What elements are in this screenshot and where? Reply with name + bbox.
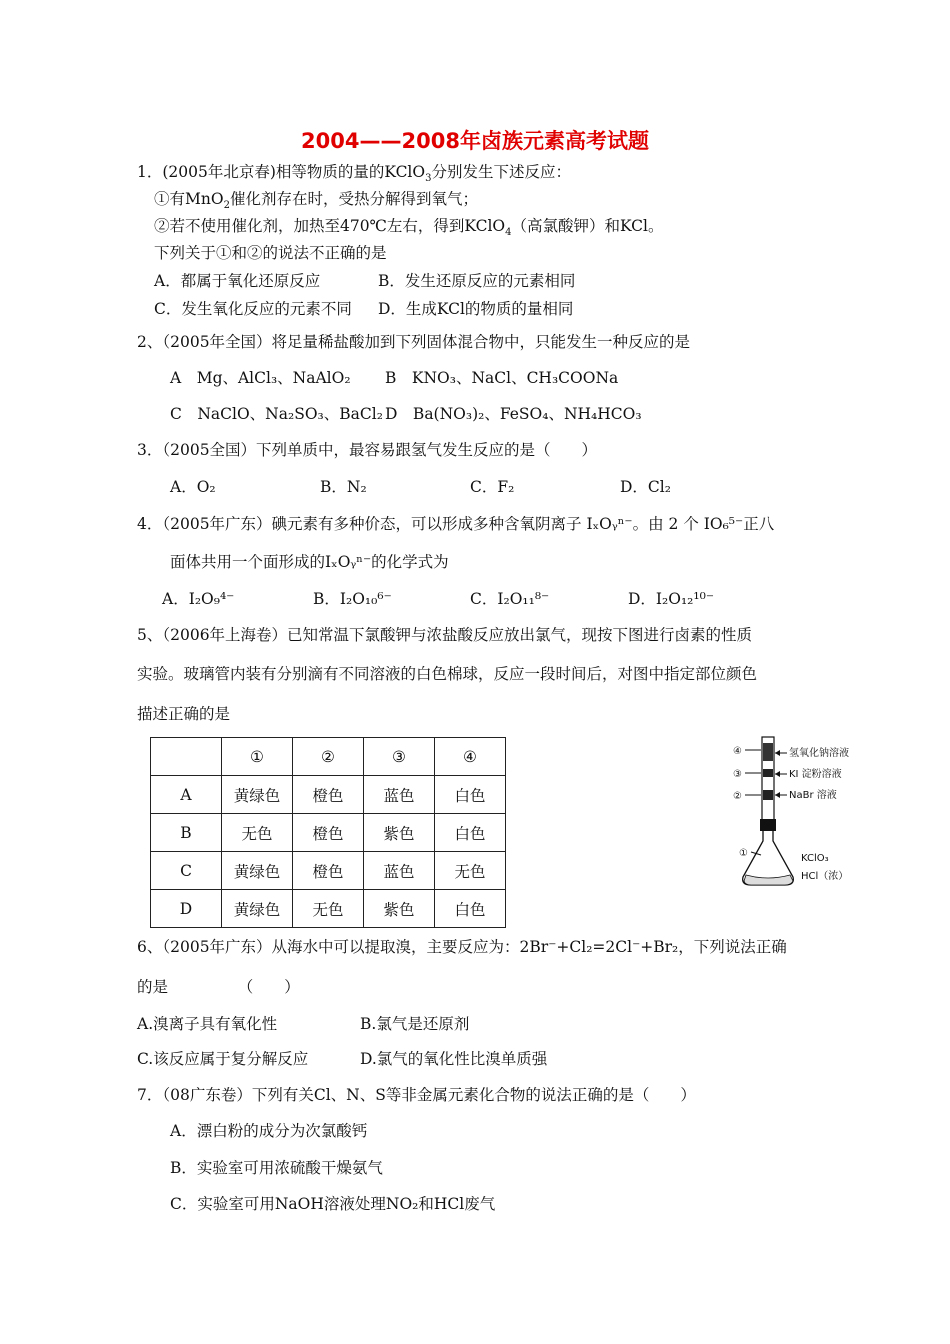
table-cell: ④	[435, 738, 506, 776]
table-row	[151, 776, 506, 814]
q3-stem: 3．（2005全国）下列单质中，最容易跟氢气发生反应的是（ ）	[137, 441, 598, 459]
table-cell: 无色	[222, 814, 293, 852]
q1-question: 下列关于①和②的说法不正确的是	[154, 244, 387, 262]
table-cell: 蓝色	[364, 852, 435, 890]
q4-stem: 4．（2005年广东）碘元素有多种价态，可以形成多种含氧阴离子 IₓOᵧⁿ⁻。由 2 个 IO₆⁵⁻正八	[137, 515, 775, 533]
q1-option-d: D．生成KCl的物质的量相同	[378, 300, 574, 318]
q3-option-a: A．O₂	[170, 478, 216, 496]
page-title: 2004——2008年卤族元素高考试题	[301, 129, 649, 153]
table-cell: 紫色	[364, 890, 435, 928]
q6-option-a: A.溴离子具有氧化性	[137, 1015, 278, 1033]
table-cell: 无色	[435, 852, 506, 890]
q6-stem-1: 6、（2005年广东）从海水中可以提取溴，主要反应为：2Br⁻+Cl₂=2Cl⁻+Br₂，下列说法正确	[137, 938, 787, 956]
table-cell: 黄绿色	[222, 776, 293, 814]
q5-stem-3: 描述正确的是	[137, 705, 231, 723]
table-cell: 橙色	[293, 814, 364, 852]
arrow-head-icon	[775, 792, 780, 798]
q6-option-b: B.氯气是还原剂	[360, 1015, 470, 1033]
table-cell: 白色	[435, 890, 506, 928]
table-cell: 白色	[435, 776, 506, 814]
q3-option-d: D．Cl₂	[620, 478, 671, 496]
q4-option-d: D．I₂O₁₂¹⁰⁻	[628, 590, 715, 608]
label-nabr-solution: NaBr 溶液	[789, 790, 837, 801]
q2-stem: 2、（2005年全国）将足量稀盐酸加到下列固体混合物中，只能发生一种反应的是	[137, 333, 691, 351]
table-cell: 蓝色	[364, 776, 435, 814]
label-2: ②	[733, 791, 742, 802]
cotton-ball-3	[763, 769, 773, 777]
q6-option-d: D.氯气的氧化性比溴单质强	[360, 1050, 548, 1068]
cotton-ball-4	[763, 743, 773, 761]
table-cell: A	[151, 776, 222, 814]
q5-color-table	[150, 737, 506, 928]
table-header-row	[151, 738, 506, 776]
table-cell: 橙色	[293, 776, 364, 814]
label-4: ④	[733, 746, 742, 757]
table-cell: 橙色	[293, 852, 364, 890]
q1-option-c: C．发生氧化反应的元素不同	[154, 300, 352, 318]
q4-stem-cont: 面体共用一个面形成的IₓOᵧⁿ⁻的化学式为	[170, 553, 449, 571]
apparatus-figure	[725, 735, 875, 890]
q2-option-a: A Mg、AlCl₃、NaAlO₂	[170, 369, 351, 387]
table-cell: B	[151, 814, 222, 852]
table-cell: D	[151, 890, 222, 928]
table-row	[151, 852, 506, 890]
label-naoh-solution: 氢氧化钠溶液	[789, 748, 849, 759]
table-cell: 无色	[293, 890, 364, 928]
q7-option-a: A．漂白粉的成分为次氯酸钙	[170, 1122, 368, 1140]
stopper	[760, 819, 776, 831]
q1-option-a: A．都属于氧化还原反应	[154, 272, 321, 290]
label-ki-starch-solution: KI 淀粉溶液	[789, 769, 842, 780]
table-cell: 黄绿色	[222, 852, 293, 890]
q7-option-c: C．实验室可用NaOH溶液处理NO₂和HCl废气	[170, 1195, 496, 1213]
q2-option-c: C NaClO、Na₂SO₃、BaCl₂	[170, 405, 383, 423]
cotton-ball-2	[763, 790, 773, 800]
q4-option-b: B．I₂O₁₀⁶⁻	[313, 590, 392, 608]
q6-option-c: C.该反应属于复分解反应	[137, 1050, 309, 1068]
label-kclo3: KClO₃	[801, 853, 829, 864]
table-cell: 白色	[435, 814, 506, 852]
q1-stem: 1．(2005年北京春)相等物质的量的KClO$_3$分别发生下述反应：	[137, 163, 571, 185]
q4-option-a: A．I₂O₉⁴⁻	[162, 590, 235, 608]
table-cell: 紫色	[364, 814, 435, 852]
q3-option-b: B．N₂	[320, 478, 367, 496]
arrow-head-icon	[775, 750, 780, 756]
q2-option-d: D Ba(NO₃)₂、FeSO₄、NH₄HCO₃	[385, 405, 642, 423]
table-row	[151, 814, 506, 852]
q1-option-b: B．发生还原反应的元素相同	[378, 272, 576, 290]
table-row	[151, 890, 506, 928]
q7-option-b: B．实验室可用浓硫酸干燥氨气	[170, 1159, 383, 1177]
q3-option-c: C．F₂	[470, 478, 515, 496]
q5-stem-2: 实验。玻璃管内装有分别滴有不同溶液的白色棉球，反应一段时间后，对图中指定部位颜色	[137, 665, 758, 683]
table-cell: 黄绿色	[222, 890, 293, 928]
table-cell: ①	[222, 738, 293, 776]
table-cell	[151, 738, 222, 776]
q6-stem-2: 的是 （ ）	[137, 978, 300, 996]
table-cell: C	[151, 852, 222, 890]
q1-reaction-2: ②若不使用催化剂，加热至470℃左右，得到KClO$_4$（高氯酸钾）和KCl。	[154, 217, 664, 239]
arrow-head-icon	[775, 771, 780, 777]
table-cell: ③	[364, 738, 435, 776]
q2-option-b: B KNO₃、NaCl、CH₃COONa	[385, 369, 619, 387]
q7-stem: 7．（08广东卷）下列有关Cl、N、S等非金属元素化合物的说法正确的是（ ）	[137, 1086, 696, 1104]
label-1: ①	[739, 848, 748, 859]
table-cell: ②	[293, 738, 364, 776]
q4-option-c: C．I₂O₁₁⁸⁻	[470, 590, 550, 608]
q5-stem-1: 5、（2006年上海卷）已知常温下氯酸钾与浓盐酸反应放出氯气，现按下图进行卤素的性质	[137, 626, 753, 644]
label-hcl: HCl（浓）	[801, 871, 849, 882]
label-3: ③	[733, 769, 742, 780]
q1-reaction-1: ①有MnO$_2$催化剂存在时，受热分解得到氧气；	[154, 190, 478, 212]
